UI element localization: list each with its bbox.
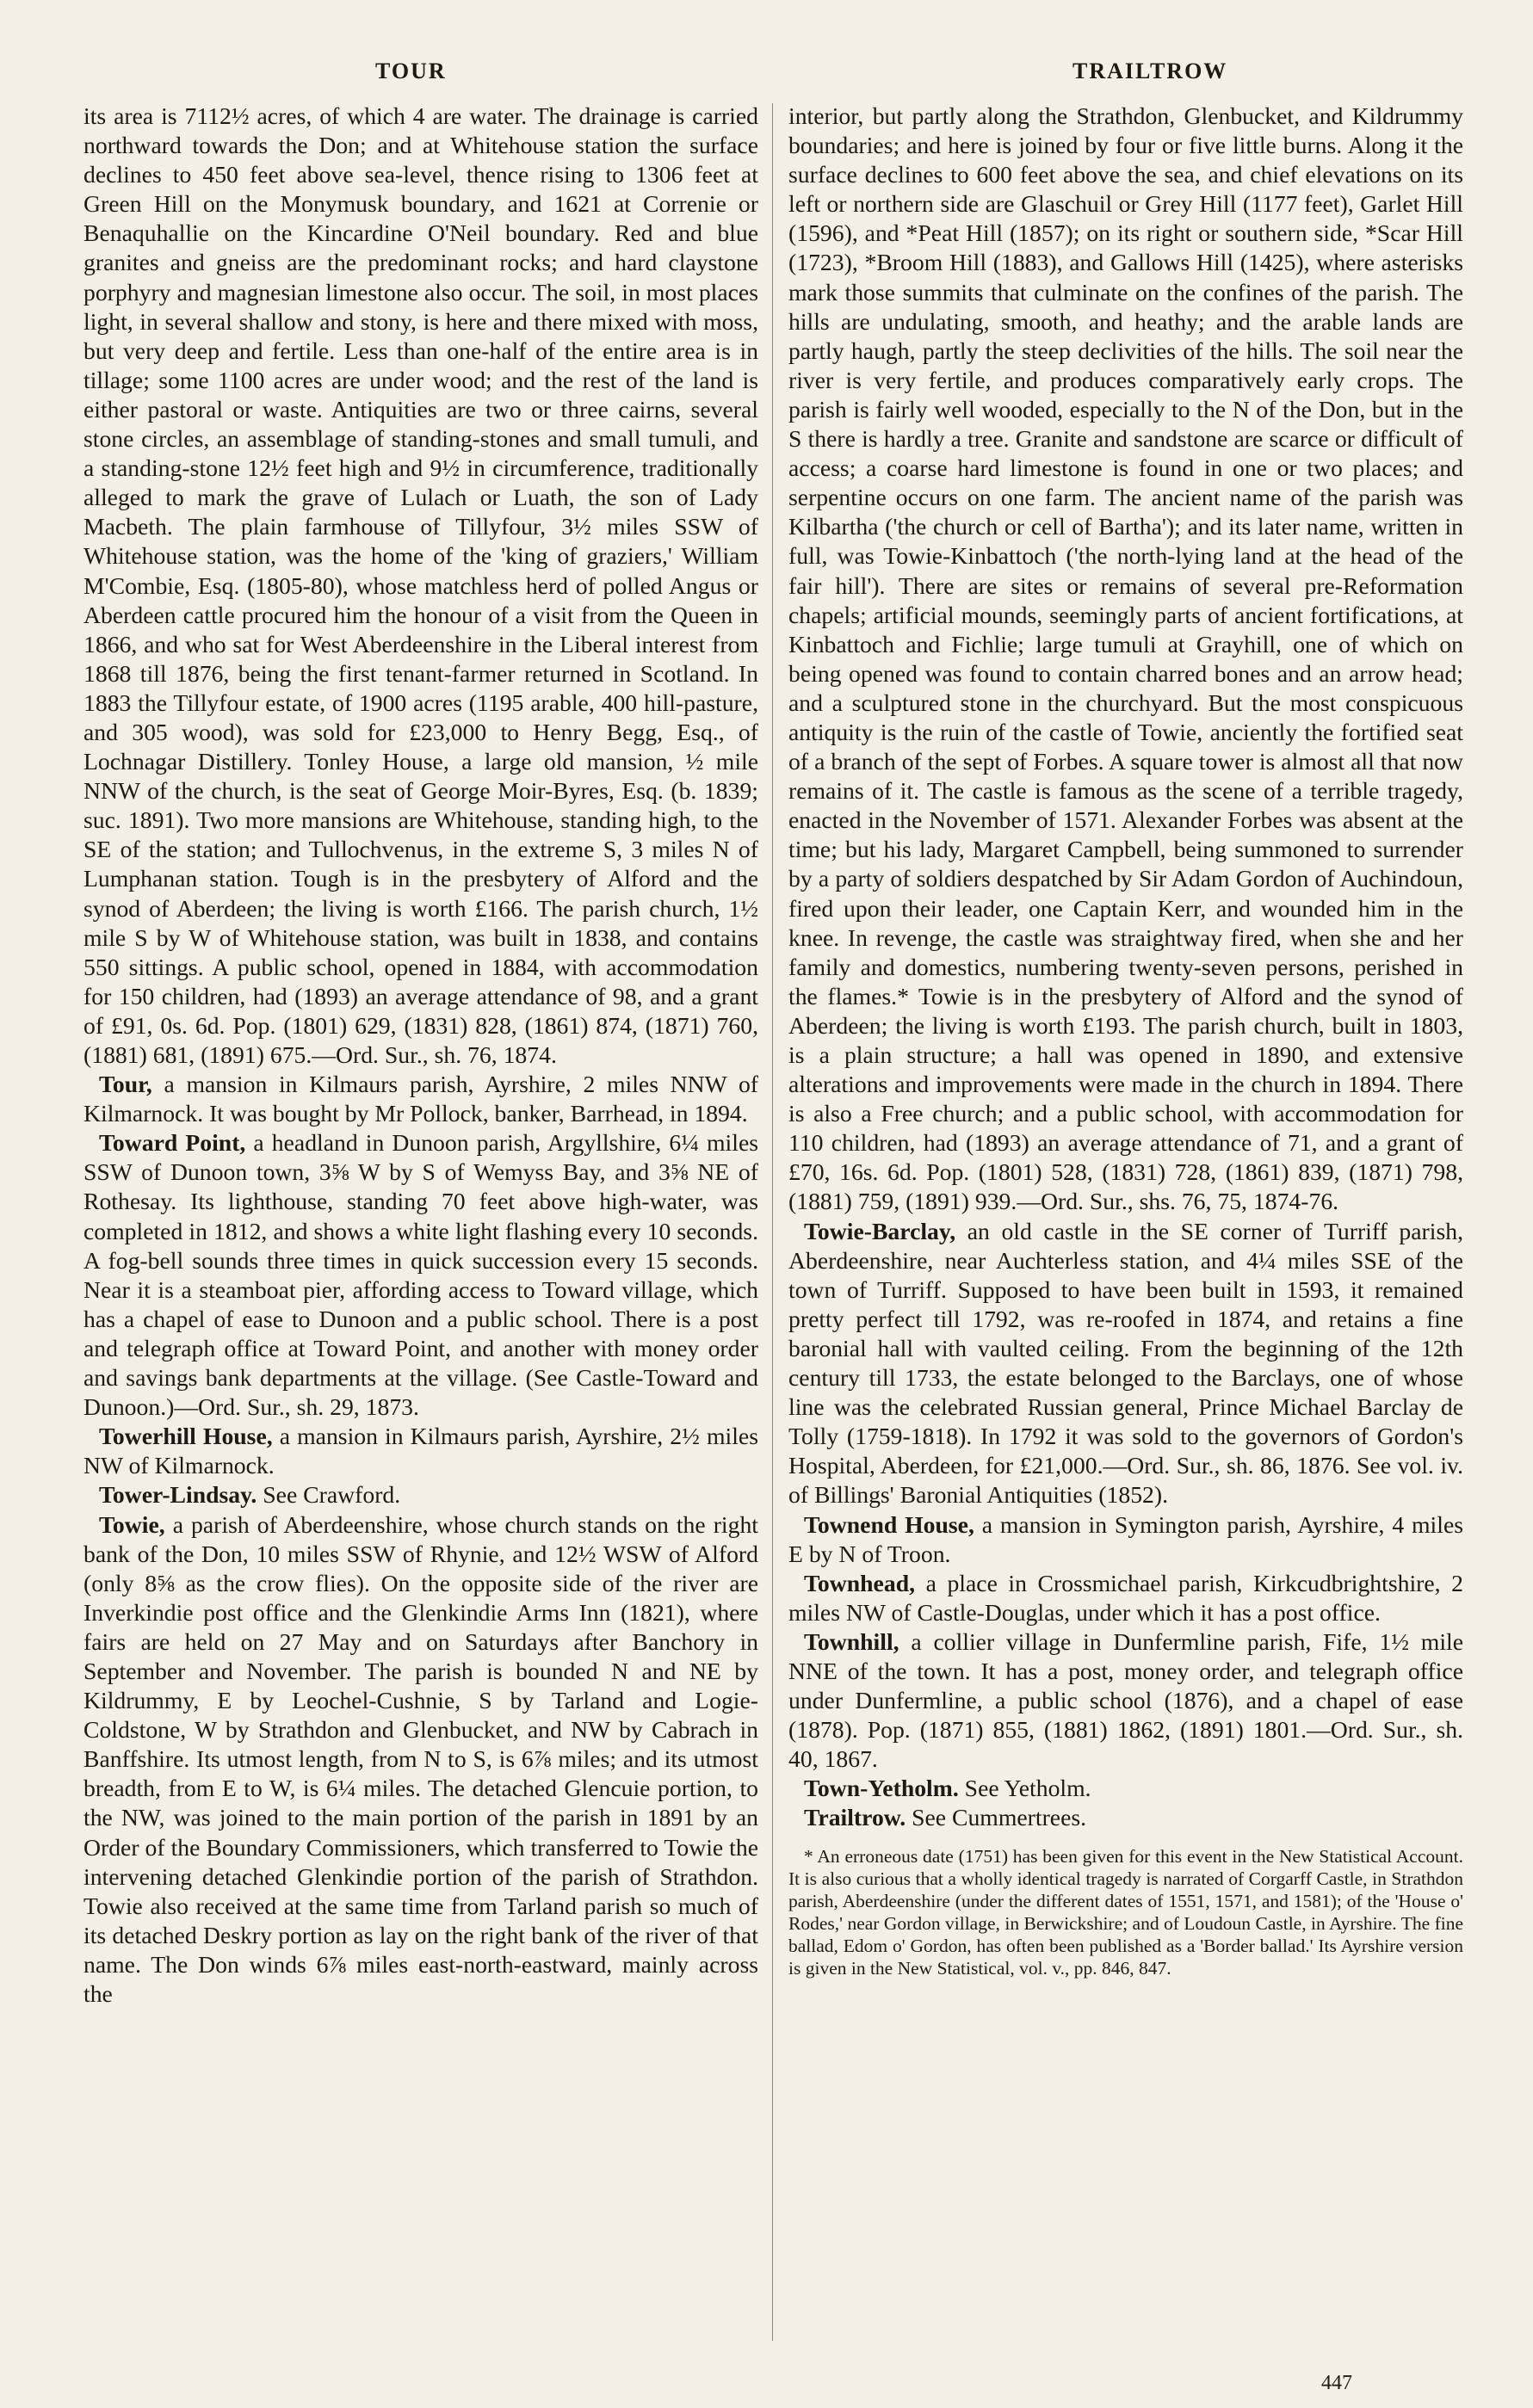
headword: Towerhill House, xyxy=(99,1423,273,1450)
entry-text: a place in Crossmichael parish, Kirkcudbrightshire, 2 miles NW of Castle-Douglas, under which it has a post office. xyxy=(788,1569,1463,1626)
column-rule xyxy=(772,103,773,2341)
entry-townend-house xyxy=(788,1510,1463,1569)
headword: Town-Yetholm. xyxy=(804,1775,959,1802)
headword: Towie, xyxy=(99,1510,165,1538)
entry-towerhill-house xyxy=(83,1422,758,1480)
entry-text: a collier village in Dunfermline parish, Fife, 1½ mile NNE of the town. It has a post, money order, and telegraph office under Dunfermline, a public school (1876), and a chapel of ease (1878). Pop. (1871) 855, (1881) 1862, (1891) 1801.—Ord. Sur., sh. 40, 1867. xyxy=(788,1627,1464,1773)
entry-text: a parish of Aberdeenshire, whose church stands on the right bank of the Don, 10 miles SSW of Rhynie, and 12½ WSW of Alford (only 8⅝ as the crow flies). On the opposite side of the river are Inverkindie post office and the Glenkindie Arms Inn (1821), where fairs are held on 27 May and on Saturdays after Banchory in September and November. The parish is bounded N and NE by Kildrummy, E by Leochel-Cushnie, S by Tarland and Logie-Coldstone, W by Strathdon and Glenbucket, and NW by Cabrach in Banffshire. Its utmost length, from N to S, is 6⅞ miles; and its utmost breadth, from E to W, is 6¼ miles. The detached Glencuie portion, to the NW, was joined to the main portion of the parish in 1891 by an Order of the Boundary Commissioners, which transferred to Towie the intervening detached Glenkindie portion of the parish of Strathdon. Towie also received at the same time from Tarland parish so much of its detached Deskry portion as lay on the right bank of the river of that name. The Don winds 6⅞ miles east-north-eastward, mainly across the xyxy=(83,1510,759,2007)
left-column xyxy=(83,102,758,2009)
page-number: 447 xyxy=(1321,2372,1352,2394)
running-head-right: TRAILTROW xyxy=(1072,59,1228,83)
entry-text: See Yetholm. xyxy=(964,1775,1091,1802)
entry-text: See Cummertrees. xyxy=(912,1804,1087,1831)
headword: Tower-Lindsay. xyxy=(99,1481,257,1509)
continuation-text: interior, but partly along the Strathdon, Glenbucket, and Kildrummy boundaries; and here is joined by four or five little burns. Along it the surface declines to 600 feet above the sea, and chief elevations on its left or northern side are Glaschuil or Grey Hill (1177 feet), Garlet Hill (1596), and *Peat Hill (1857); on its right or southern side, *Scar Hill (1723), *Broom Hill (1883), and Gallows Hill (1425), where asterisks mark those summits that culminate on the confines of the parish. The hills are undulating, smooth, and heathy; and the arable lands are partly haugh, partly the steep declivities of the hills. The soil near the river is very fertile, and produces comparatively early crops. The parish is fairly well wooded, especially to the N of the Don, but in the S there is hardly a tree. Granite and sandstone are scarce or difficult of access; a coarse hard limestone is found in one or two places; and serpentine occurs on one farm. The ancient name of the parish was Kilbartha ('the church or cell of Bartha'); and its later name, written in full, was Towie-Kinbattoch ('the north-lying land at the head of the fair hill'). There are sites or remains of several pre-Reformation chapels; artificial mounds, seemingly parts of ancient fortifications, at Kinbattoch and Fichlie; large tumuli at Grayhill, one of which on being opened was found to contain charred bones and an arrow head; and a sculptured stone in the churchyard. But the most conspicuous antiquity is the ruin of the castle of Towie, anciently the fortified seat of a branch of the sept of Forbes. A square tower is almost all that now remains of it. The castle is famous as the scene of a terrible tragedy, enacted in the November of 1571. Alexander Forbes was absent at the time; but his lady, Margaret Campbell, being summoned to surrender by a party of soldiers despatched by Sir Adam Gordon of Auchindoun, fired upon their leader, one Captain Kerr, and wounded him in the knee. In revenge, the castle was straightway fired, when she and her family and domestics, numbering twenty-seven persons, perished in the flames.* Towie is in the presbytery of Alford and the synod of Aberdeen; the living is worth £193. The parish church, built in 1803, is a plain structure; a hall was opened in 1890, and extensive alterations and improvements were made in the church in 1894. There is also a Free church; and a public school, with accommodation for 110 children, had (1893) an average attendance of 71, and a grant of £70, 16s. 6d. Pop. (1801) 528, (1831) 728, (1861) 839, (1871) 798, (1881) 759, (1891) 939.—Ord. Sur., shs. 76, 75, 1874-76. xyxy=(788,102,1463,1215)
entry-text: a headland in Dunoon parish, Argyllshire, 6¼ miles SSW of Dunoon town, 3⅝ W by S of Wemyss Bay, and 3⅝ NE of Rothesay. Its lighthouse, standing 70 feet above high-water, was completed in 1812, and shows a white light flashing every 10 seconds. A fog-bell sounds three times in quick succession every 15 seconds. Near it is a steamboat pier, affording access to Toward village, which has a chapel of ease to Dunoon and a public school. There is a post and telegraph office at Toward Point, and another with money order and savings bank departments at the village. (See Castle-Toward and Dunoon.)—Ord. Sur., sh. 29, 1873. xyxy=(83,1129,759,1421)
entry-text: a mansion in Kilmaurs parish, Ayrshire, 2½ miles NW of Kilmarnock. xyxy=(83,1423,758,1479)
entry-tour xyxy=(83,1070,758,1128)
headword: Townhill, xyxy=(804,1627,899,1655)
entry-townhill xyxy=(788,1627,1463,1774)
entry-towie xyxy=(83,1510,758,2010)
headword: Trailtrow. xyxy=(804,1804,906,1831)
entry-toward-point xyxy=(83,1128,758,1422)
continuation-text: its area is 7112½ acres, of which 4 are water. The drainage is carried northward towards the Don; and at Whitehouse station the surface declines to 450 feet above sea-level, thence rising to 1306 feet at Green Hill on the Monymusk boundary, and 1621 at Correnie or Benaquhallie on the Kincardine O'Neil boundary. Red and blue granites and gneiss are the predominant rocks; and hard claystone porphyry and magnesian limestone also occur. The soil, in most places light, in several shallow and stony, is here and there mixed with moss, but very deep and fertile. Less than one-half of the entire area is in tillage; some 1100 acres are under wood; and the rest of the land is either pastoral or waste. Antiquities are two or three cairns, several stone circles, an assemblage of standing-stones and small tumuli, and a standing-stone 12½ feet high and 9½ in circumference, traditionally alleged to mark the grave of Lulach or Luath, the son of Lady Macbeth. The plain farmhouse of Tillyfour, 3½ miles SSW of Whitehouse station, was the home of the 'king of graziers,' William M'Combie, Esq. (1805-80), whose matchless herd of polled Angus or Aberdeen cattle procured him the honour of a visit from the Queen in 1866, and who sat for West Aberdeenshire in the Liberal interest from 1868 till 1876, being the first tenant-farmer returned in Scotland. In 1883 the Tillyfour estate, of 1900 acres (1195 arable, 400 hill-pasture, and 305 wood), was sold for £23,000 to Henry Begg, Esq., of Lochnagar Distillery. Tonley House, a large old mansion, ½ mile NNW of the church, is the seat of George Moir-Byres, Esq. (b. 1839; suc. 1891). Two more mansions are Whitehouse, standing high, to the SE of the station; and Tullochvenus, in the extreme S, 3 miles N of Lumphanan station. Tough is in the presbytery of Alford and the synod of Aberdeen; the living is worth £166. The parish church, 1½ mile S by W of Whitehouse station, was built in 1838, and contains 550 sittings. A public school, opened in 1884, with accommodation for 150 children, had (1893) an average attendance of 98, and a grant of £91, 0s. 6d. Pop. (1801) 629, (1831) 828, (1861) 874, (1871) 760, (1881) 681, (1891) 675.—Ord. Sur., sh. 76, 1874. xyxy=(83,102,758,1068)
entry-text: a mansion in Kilmaurs parish, Ayrshire, 2 miles NNW of Kilmarnock. It was bought by Mr Pollock, banker, Barrhead, in 1894. xyxy=(83,1071,759,1127)
entry-townhead xyxy=(788,1569,1463,1627)
page-header xyxy=(83,59,1468,88)
headword: Towie-Barclay, xyxy=(804,1217,956,1244)
headword: Tour, xyxy=(99,1071,152,1098)
entry-text: an old castle in the SE corner of Turriff parish, Aberdeenshire, near Auchterless station, and 4¼ miles SSE of the town of Turriff. Supposed to have been built in 1593, it remained pretty perfect till 1792, was re-roofed in 1874, and retains a fine baronial hall with vaulted ceiling. From the beginning of the 12th century till 1733, the estate belonged to the Barclays, one of whose line was the celebrated Russian general, Prince Michael Barclay de Tolly (1759-1818). In 1792 it was sold to the governors of Gordon's Hospital, Aberdeen, for £21,000.—Ord. Sur., sh. 86, 1876. See vol. iv. of Billings' Baronial Antiquities (1852). xyxy=(788,1217,1463,1509)
footnote: * An erroneous date (1751) has been given for this event in the New Statistical Account. It is also curious that a wholly identical tragedy is narrated of Corgarff Castle, in Strathdon parish, Aberdeenshire (under the different dates of 1551, 1571, and 1581); of the 'House o' Rodes,' near Gordon village, in Berwickshire; and of Loudoun Castle, in Ayrshire. The fine ballad, Edom o' Gordon, has often been published as a 'Border ballad.' Its Ayrshire version is given in the New Statistical, vol. v., pp. 846, 847. xyxy=(788,1845,1463,1979)
entry-town-yetholm xyxy=(788,1774,1463,1803)
entry-text: See Crawford. xyxy=(263,1481,401,1509)
entry-trailtrow xyxy=(788,1803,1463,1832)
entry-towie-barclay xyxy=(788,1217,1463,1510)
headword: Townend House, xyxy=(804,1510,974,1538)
right-column xyxy=(788,102,1463,1979)
headword: Toward Point, xyxy=(99,1129,246,1157)
entry-tower-lindsay xyxy=(83,1480,758,1510)
entry-text: a mansion in Symington parish, Ayrshire, 4 miles E by N of Troon. xyxy=(788,1510,1464,1567)
running-head-left: TOUR xyxy=(375,59,447,83)
headword: Townhead, xyxy=(804,1569,916,1596)
